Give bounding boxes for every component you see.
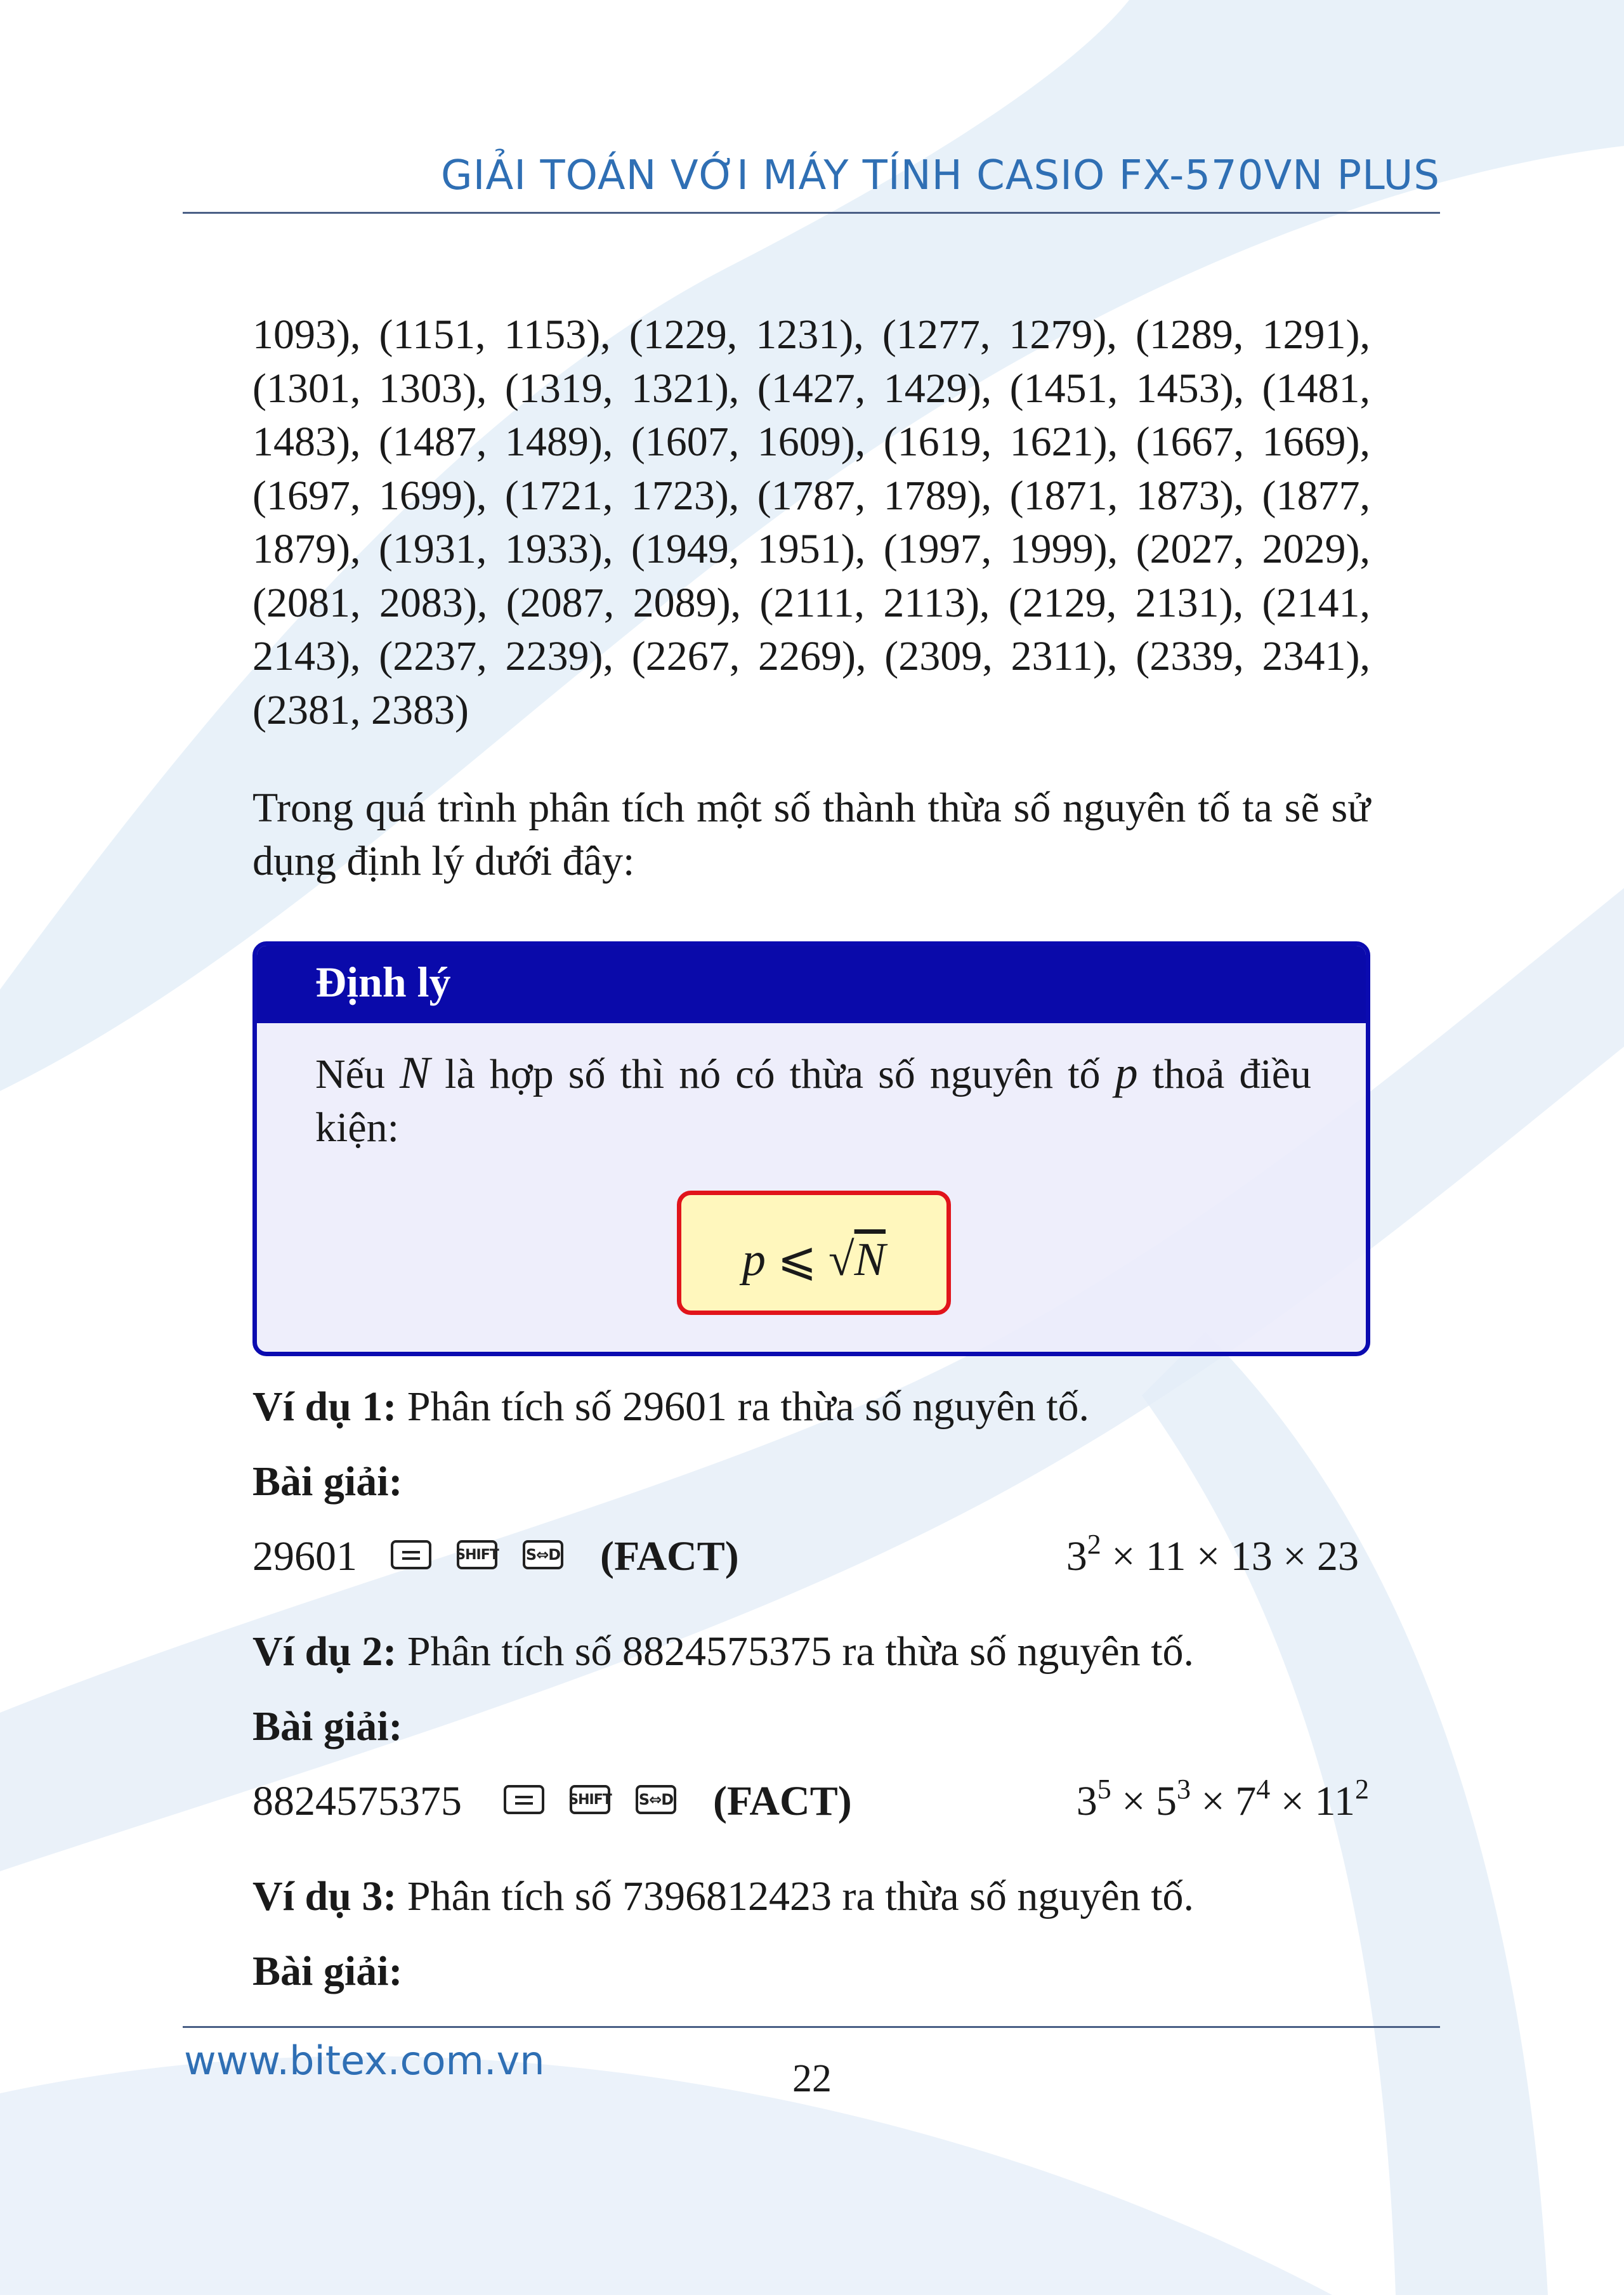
example-1-statement: Ví dụ 1: Phân tích số 29601 ra thừa số nguyên tố. [252, 1383, 1090, 1430]
header-title: GIẢI TOÁN VỚI MÁY TÍNH CASIO FX-570VN PLUS [441, 152, 1440, 199]
example-2-result: $3^5 \times 5^3 \times 7^4 \times 11^2$ [1076, 1774, 1369, 1824]
theorem-title: Định lý [315, 958, 451, 1006]
s-d-key-icon: S⇔D [523, 1540, 563, 1569]
variable-p: p [1115, 1047, 1138, 1098]
equals-key-icon [391, 1540, 431, 1569]
page-number: 22 [792, 2057, 832, 2100]
shift-key-icon: SHIFT [570, 1785, 610, 1814]
variable-n: N [400, 1047, 431, 1098]
theorem-header [257, 946, 1366, 1023]
equals-key-icon [504, 1785, 544, 1814]
footer-divider [183, 2026, 1440, 2028]
theorem-formula: p ⩽ √N [742, 1234, 886, 1286]
example-1-number: 29601 [252, 1533, 357, 1579]
example-1-result: $3^2 \times 11 \times 13 \times 23$ [1066, 1529, 1359, 1579]
example-1-keystrokes [252, 1530, 1369, 1587]
intro-paragraph: Trong quá trình phân tích một số thành thừa số nguyên tố ta sẽ sử dụng định lý dưới đây: [252, 785, 1370, 884]
s-d-key-icon: S⇔D [636, 1785, 676, 1814]
example-1-fact-label: (FACT) [600, 1533, 739, 1579]
example-2-fact-label: (FACT) [713, 1778, 852, 1824]
example-2-statement: Ví dụ 2: Phân tích số 8824575375 ra thừa số nguyên tố. [252, 1628, 1195, 1675]
header-divider [183, 212, 1440, 214]
twin-primes-list: 1093), (1151, 1153), (1229, 1231), (1277, 1279), (1289, 1291), (1301, 1303), (1319, 1321), (1427, 1429), (1451, 1453), (1481, 1483), (1487, 1489), (1607, 1609), (1619, 1621), (1667, 1669), (1697, 1699), (1721, 1723), (1787, 1789), (1871, 1873), (1877, 1879), (1931, 1933), (1949, 1951), (1997, 1999), (2027, 2029), (2081, 2083), (2087, 2089), (2111, 2113), (2129, 2131), (2141, 2143), (2237, 2239), (2267, 2269), (2309, 2311), (2339, 2341), (2381, 2383) [252, 311, 1370, 733]
example-2-number: 8824575375 [252, 1778, 462, 1824]
example-3-statement: Ví dụ 3: Phân tích số 7396812423 ra thừa số nguyên tố. [252, 1873, 1195, 1919]
formula-box [677, 1191, 951, 1315]
example-3-solution-label: Bài giải: [252, 1948, 403, 1994]
example-2-solution-label: Bài giải: [252, 1703, 403, 1749]
shift-key-icon: SHIFT [457, 1540, 497, 1569]
theorem-statement: Nếu N là hợp số thì nó có thừa số nguyên tố p thoả điều kiện: [315, 1047, 1312, 1151]
example-1-solution-label: Bài giải: [252, 1458, 403, 1505]
theorem-box [252, 941, 1370, 1356]
sqrt-icon: √ [828, 1234, 855, 1286]
example-2-keystrokes [252, 1775, 1369, 1832]
footer-website-link[interactable]: www.bitex.com.vn [184, 2037, 545, 2084]
